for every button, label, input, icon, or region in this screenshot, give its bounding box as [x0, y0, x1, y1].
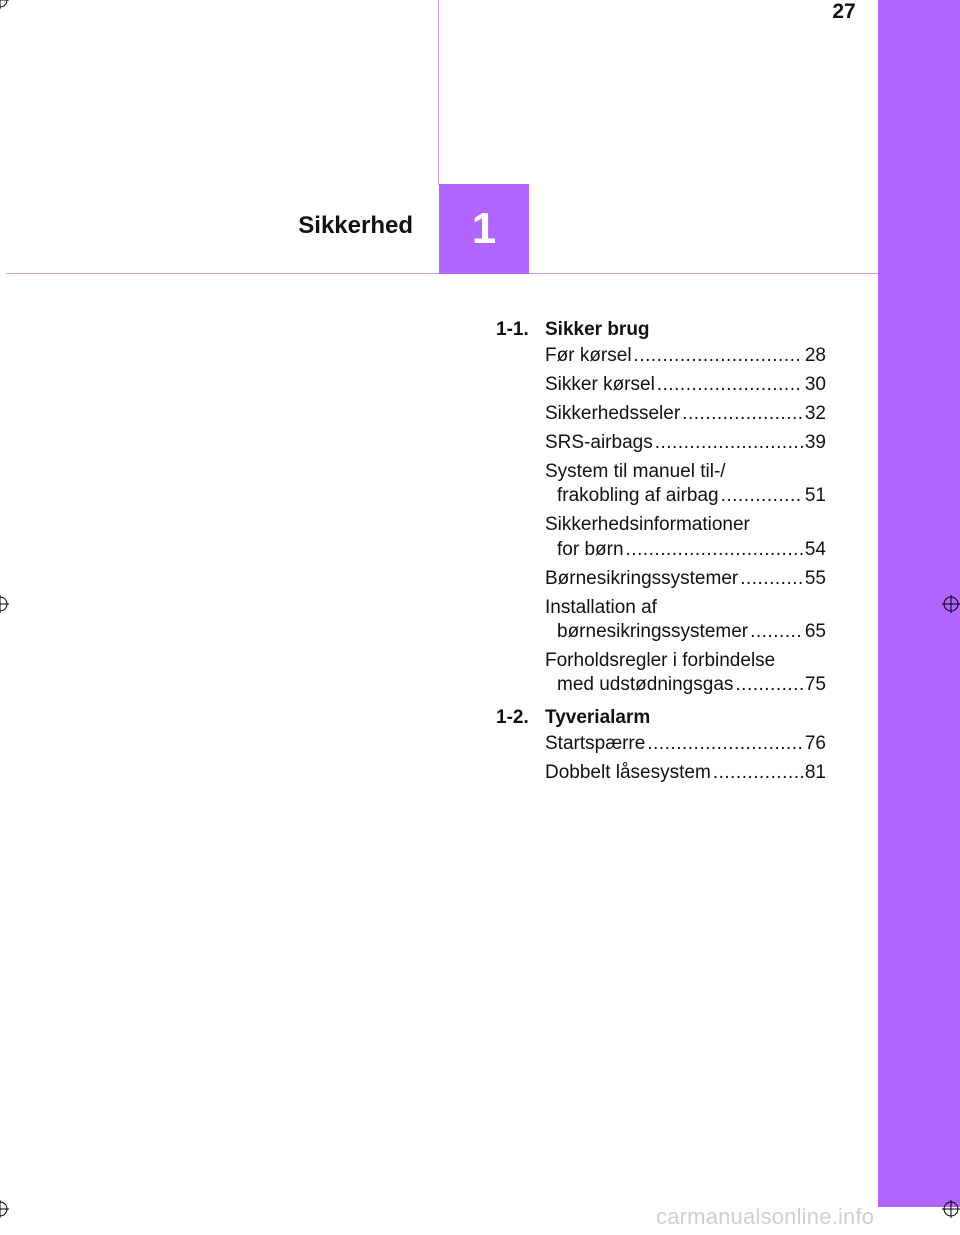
- toc-entry[interactable]: [545, 431, 826, 455]
- toc-entry-text: Forholdsregler i forbindelse: [545, 650, 776, 672]
- page-number: 27: [832, 0, 856, 23]
- toc-entry-text: Dobbelt låsesystem: [545, 761, 711, 783]
- toc-section: [496, 316, 826, 698]
- dot-leader: [626, 538, 803, 562]
- vertical-rule: [438, 0, 439, 185]
- toc-entry-text: frakobling af airbag: [557, 485, 719, 507]
- toc-entry-text: med udstødningsgas: [557, 674, 734, 696]
- toc-section-number: 1-1.: [496, 319, 529, 340]
- toc-section-heading: [496, 316, 826, 344]
- toc-section-number: 1-2.: [496, 706, 529, 728]
- toc-entry[interactable]: [545, 649, 826, 698]
- toc-entry-page: 39: [804, 431, 826, 453]
- toc-entry[interactable]: [545, 761, 826, 785]
- dot-leader: [634, 344, 803, 368]
- toc-entry-text: System til manuel til-/: [545, 460, 726, 482]
- toc-section: [496, 704, 826, 785]
- toc-entry[interactable]: [545, 344, 826, 368]
- toc-entry-text: børnesikringssystemer: [557, 621, 749, 643]
- crop-mark-icon: [0, 1200, 9, 1218]
- toc-entry-text: Før kørsel: [545, 345, 632, 366]
- chapter-number-box: 1: [439, 184, 529, 274]
- toc-entry-page: 81: [804, 761, 826, 783]
- chapter-title: Sikkerhed: [298, 212, 413, 239]
- toc-entry[interactable]: [545, 732, 826, 756]
- crop-mark-icon: [942, 1200, 960, 1218]
- crop-mark-icon: [942, 595, 960, 613]
- dot-leader: [721, 484, 803, 508]
- toc-entry[interactable]: [545, 567, 826, 591]
- watermark: carmanualsonline.info: [656, 1204, 875, 1229]
- table-of-contents: [496, 316, 826, 791]
- toc-entry-page: 28: [804, 345, 826, 366]
- dot-leader: [647, 732, 803, 756]
- toc-entry-text: Sikkerhedsseler: [545, 402, 681, 424]
- toc-entry[interactable]: [545, 373, 826, 397]
- toc-entry-text: Startspærre: [545, 732, 646, 754]
- crop-mark-icon: [0, 0, 9, 9]
- toc-entry[interactable]: [545, 402, 826, 426]
- toc-entry-page: 65: [804, 621, 826, 643]
- dot-leader: [713, 761, 803, 785]
- toc-entry-text: Børnesikringssystemer: [545, 567, 739, 589]
- toc-entry[interactable]: [545, 513, 826, 562]
- dot-leader: [682, 402, 803, 426]
- toc-entry-text: SRS-airbags: [545, 431, 653, 453]
- toc-entry-text: Installation af: [545, 596, 657, 618]
- dot-leader: [655, 431, 803, 455]
- toc-entry-page: 32: [804, 402, 826, 424]
- dot-leader: [740, 567, 803, 591]
- toc-entry[interactable]: [545, 460, 826, 509]
- toc-section-title: Tyverialarm: [545, 706, 651, 728]
- dot-leader: [750, 620, 803, 644]
- toc-section-heading: [496, 704, 826, 732]
- toc-entry-page: 54: [804, 538, 826, 560]
- toc-entry-page: 51: [804, 485, 826, 507]
- crop-mark-icon: [0, 595, 9, 613]
- toc-section-title: Sikker brug: [545, 319, 650, 340]
- toc-entry-text: Sikker kørsel: [545, 373, 655, 395]
- dot-leader: [735, 673, 802, 697]
- toc-entry-text: for børn: [557, 538, 624, 560]
- toc-entry[interactable]: [545, 596, 826, 645]
- toc-entry-text: Sikkerhedsinformationer: [545, 514, 750, 536]
- toc-entry-page: 55: [804, 567, 826, 589]
- dot-leader: [657, 373, 803, 397]
- toc-entry-page: 76: [804, 732, 826, 754]
- toc-entry-page: 75: [804, 674, 826, 696]
- toc-entry-page: 30: [804, 373, 826, 395]
